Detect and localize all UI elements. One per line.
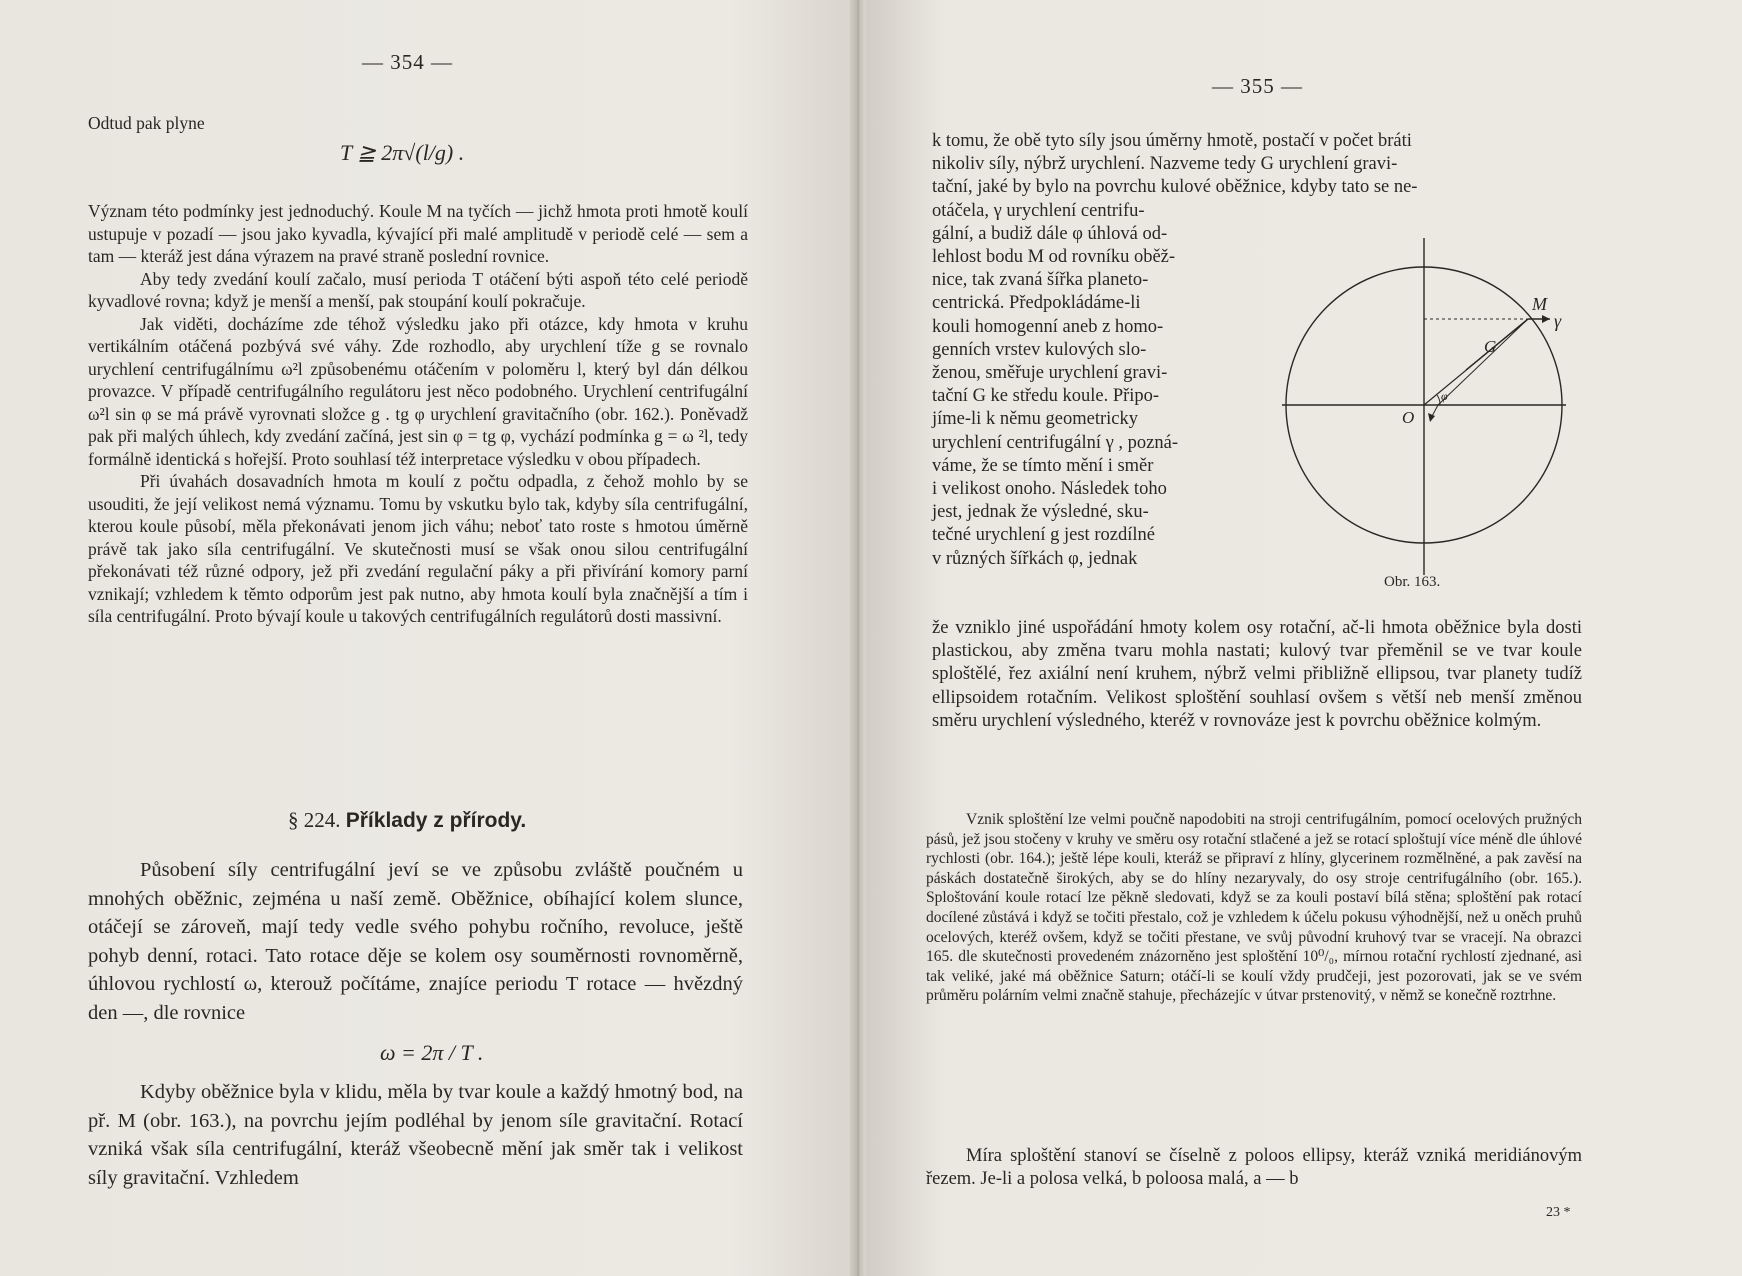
right-top-lines: k tomu, že obě tyto síly jsou úměrny hmotě, postačí v počet bráti nikoliv síly, nýbrž urychlení. Nazveme tedy G urychlení gravi- tační, jaké by bylo na povrchu kulové oběžnice, kdyby tato se ne- bbox=[932, 131, 1418, 198]
section-title: Příklady z přírody. bbox=[345, 809, 527, 832]
label-phi: φ bbox=[1441, 389, 1448, 403]
right-wrapped-text: otáčela, γ urychlení centrifu- gální, a budiž dále φ úhlová od- lehlost bodu M od rovníku oběž- nice, tak zvaná šířka planeto- centrická. Předpokládáme-li kouli homogenní aneb z homo- genních vrstev kulových slo- ženou, směřuje urychlení gravi- tační G ke středu koule. Připo- jíme-li k němu geometricky urychlení centrifugální γ , pozná- váme, že se tímto mění i směr i velikost onoho. Následek toho jest, jednak že výsledné, sku- tečné urychlení g jest rozdílné v různých šířkách φ, jednak bbox=[932, 200, 1179, 569]
final-paragraph: Míra sploštění stanoví se číselně z poloos ellipsy, kteráž vzniká meridiánovým řezem. Je-li a polosa velká, b poloosa malá, a — b bbox=[926, 1146, 1582, 1190]
label-o: O bbox=[1402, 408, 1415, 427]
section-paragraph: Působení síly centrifugální jeví se ve způsobu zvláště poučném u mnohých oběžnic, zejména u naší země. Oběžnice, obíhající kolem slunce, otáčejí se zároveň, mají tedy vedle svého pohybu ročního, revoluce, ještě pohyb denní, rotaci. Tato rotace děje se kolem osy souměrnosti rovnoměrně, úhlovou rychlostí ω, kterouž počítáme, znajíce periodu T rotace — hvězdný den —, dle rovnice bbox=[88, 859, 743, 1024]
section-heading bbox=[288, 808, 526, 833]
gamma-arrowhead bbox=[1542, 315, 1550, 323]
phi-arc bbox=[1437, 395, 1440, 405]
figure-163 bbox=[1270, 230, 1590, 590]
section-number: § 224. bbox=[288, 808, 341, 832]
label-gamma: γ bbox=[1554, 311, 1562, 331]
closing-paragraph: Kdyby oběžnice byla v klidu, měla by tvar koule a každý hmotný bod, na př. M (obr. 163.), na povrchu jejím podléhal by jenom síle gravitační. Rotací vzniká však síla centrifugální, kteráž všeobecně mění jak směr tak i velikost síly gravitační. Vzhledem bbox=[88, 1081, 743, 1189]
small-arrowhead bbox=[1428, 413, 1435, 422]
paragraph-4: Při úvahách dosavadních hmota m koulí z počtu odpadla, z čehož mohlo by se usouditi, že její velikost nemá významu. Tomu by vskutku bylo tak, kdyby síla centrifugální, kterou koule působí, měla překonávati jenom jich váhu; neboť tato roste s hmotou úměrně právě tak jako síla centrifugální. Ve skutečnosti musí se však onou silou centrifugální překonávati též různé odpory, jež při zvedání regulační páky a při přivírání komory parní vznikají; vzhledem k těmto odporům jest pak nutno, aby hmota koulí byla značnější a tím i síla centrifugální. Proto bývají koule u takových centrifugálních regulátorů dosti massivní. bbox=[88, 471, 748, 626]
formula-period: T ≧ 2π√(l/g) . bbox=[340, 140, 465, 165]
label-m: M bbox=[1532, 294, 1547, 314]
resultant-vector bbox=[1438, 319, 1528, 405]
left-body-text bbox=[88, 200, 748, 628]
figure-caption: Obr. 163. bbox=[1384, 574, 1441, 590]
paragraph-1: Význam této podmínky jest jednoduchý. Koule M na tyčích — jichž hmota proti hmotě koulí ustupuje v pozadí — jsou jako kyvadla, kývající při malé amplitudě v periodě celé — sem a tam — kteráž jest dána výrazem na pravé straně poslední rovnice. bbox=[88, 201, 748, 266]
book-spine bbox=[850, 0, 866, 1276]
page-number-354: — 354 — bbox=[362, 50, 453, 74]
g-vector bbox=[1466, 319, 1528, 370]
label-g: G bbox=[1484, 337, 1497, 356]
page-number-355: — 355 — bbox=[1212, 74, 1303, 98]
intro-line: Odtud pak plyne bbox=[88, 113, 205, 133]
paragraph-2: Aby tedy zvedání koulí začalo, musí perioda T otáčení býti aspoň této celé periodě kyvadlové rovna; když je menší a menší, pak stoupání koulí pokračuje. bbox=[88, 268, 748, 311]
small-print-paragraph: Vznik sploštění lze velmi poučně napodobiti na stroji centrifugálním, pomocí ocelových pružných pásů, jež jsou stočeny v kruhy ve směru osy rotační stlačené a jež se rotací sploštují více méně dle úhlové rychlosti (obr. 164.); ještě lépe kouli, kteráž se připraví z hlíny, glycerinem rozmělněné, a pak zavěsí na páskách dostatečně širokých, aby se do hlíny nezaryvaly, do osy stroje centrifugálního (obr. 165.). Sploštování koule rotací lze pěkně sledovati, když se za kouli postaví bílá stěna; sploštění pak rotací docílené zůstává i když se točiti přestalo, což je vzhledem k účelu pokusu výhodnější, než u oněch pruhů ocelových, kteréž ovšem, když se točiti přestane, ve svůj původní kruhový tvar se vracejí. Na obrazci 165. dle skutečnosti provedeném znázorněno jest sploštění 10⁰/₀, mírnou rotační rychlostí zjednané, asi tak veliké, jaké má oběžnice Saturn; otáčí-li se koulí vždy prudčeji, jest pozorovati, jak se ve svém průměru polárním velmi značně stahuje, přecházejíc v útvar prstenovitý, v němž se konečně roztrhne. bbox=[926, 811, 1582, 1005]
formula-omega: ω = 2π / T . bbox=[380, 1040, 484, 1065]
signature-mark: 23 * bbox=[1546, 1205, 1571, 1220]
paragraph-3: Jak viděti, docházíme zde téhož výsledku jako při otázce, kdy hmota v kruhu vertikálním otáčená pozbývá své váhy. Zde rozhodlo, aby urychlení tíže g se rovnalo urychlení centrifugálnímu ω²l způsobenému otáčením v poloměru l, který byl dán délkou provazce. V případě centrifugálního regulátoru jest něco podobného. Urychlení centrifugální ω²l sin φ se má právě vyrovnati složce g . tg φ urychlení gravitačního (obr. 162.). Poněvadž pak při malých úhlech, kdy zvedání začíná, jest sin φ = tg φ, vychází podmínka g = ω ²l, tedy formálně identická s hořejší. Proto souhlasí též interpretace výsledku v obou případech. bbox=[88, 313, 748, 469]
after-figure-paragraph: že vzniklo jiné uspořádání hmoty kolem osy rotační, ač-li hmota oběžnice byla dosti plastickou, aby změna tvaru mohla nastati; kulový tvar přeměnil se ve tvar koule sploštělé, řez axiální není kruhem, nýbrž velmi přibližně ellipsou, tvar planety tudíž ellipsoidem rotačním. Velikost sploštění souhlasí ovšem s větší neb menší změnou směru urychlení výsledného, kteréž v rovnováze jest k povrchu oběžnice kolmým. bbox=[932, 618, 1582, 731]
